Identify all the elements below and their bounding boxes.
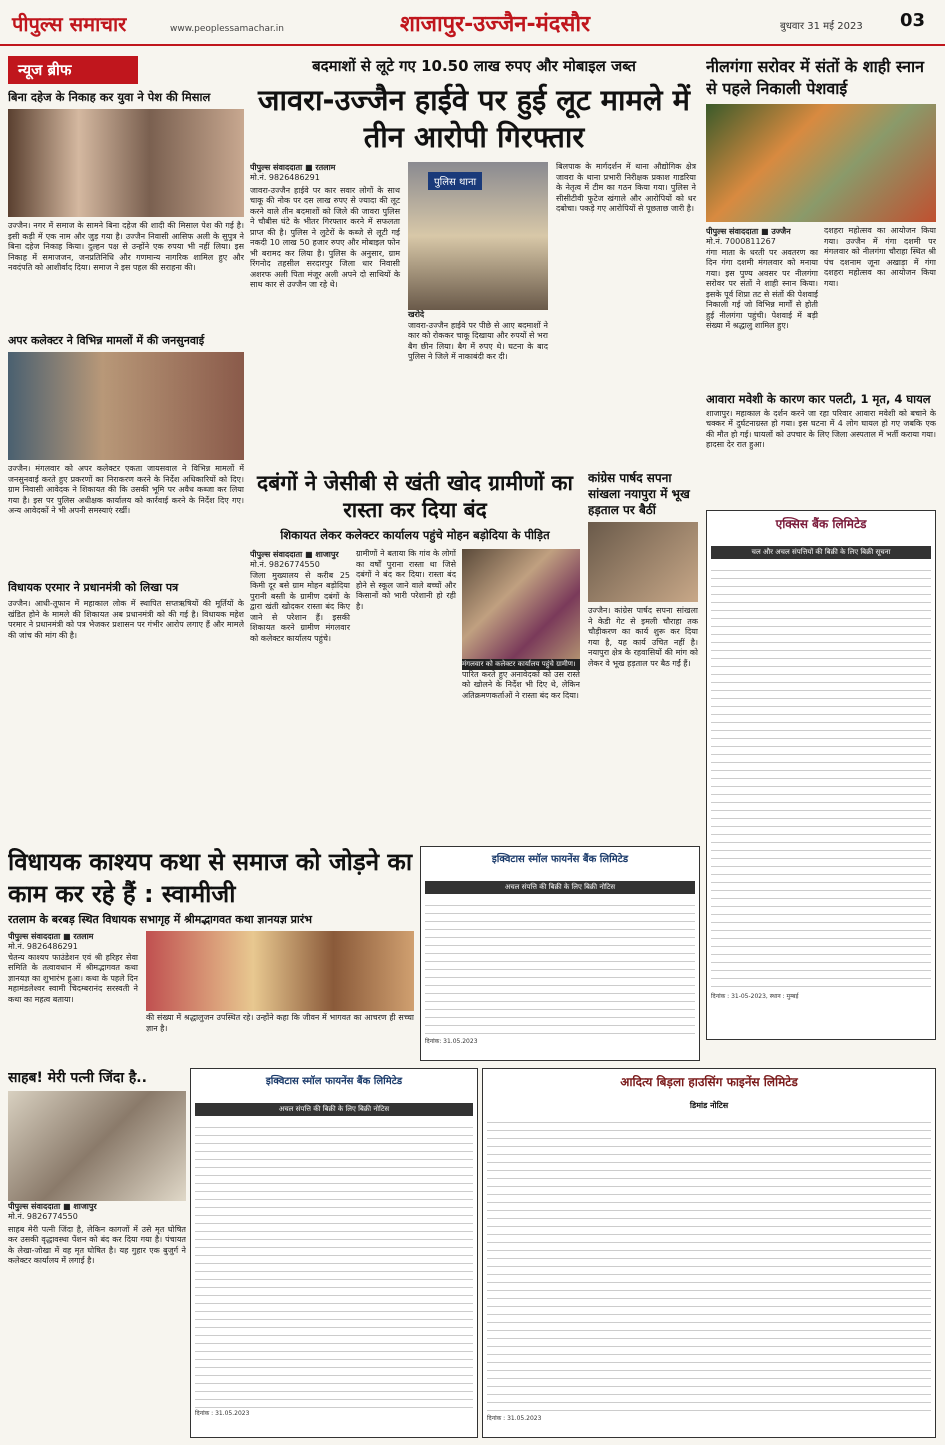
equitas-1-date: दिनांक: 31.05.2023 — [425, 1038, 478, 1045]
elder-photo — [8, 1091, 186, 1201]
sarovar-byline: पीपुल्स संवाददाता ■ उज्जैन — [706, 227, 791, 236]
brief-3-headline: विधायक एरमार ने प्रधानमंत्री को लिखा पत्र — [8, 581, 179, 594]
equitas-ad-1 — [420, 846, 700, 1061]
sarovar-mobile: मो.नं. 7000811267 — [706, 237, 776, 246]
congress-photo — [588, 522, 698, 602]
katha-subhead: रतलाम के बरबड़ स्थित विधायक सभागृह में श्रीमद्भागवत कथा ज्ञानयज्ञ प्रारंभ — [8, 913, 313, 926]
aditya-title: आदित्य बिड़ला हाउसिंग फाइनेंस लिमिटेड — [620, 1075, 798, 1089]
katha-photo — [146, 931, 414, 1011]
equitas-1-title: इक्विटास स्मॉल फायनेंस बैंक लिमिटेड — [491, 854, 629, 865]
katha-text-2: की संख्या में श्रद्धालुजन उपस्थित रहे। उन्होंने कहा कि जीवन में भागवत का आचरण ही सच्चा ज्ञान है। — [146, 1013, 414, 1033]
lead-story — [250, 56, 698, 466]
police-photo — [408, 162, 548, 310]
axis-notice: चल और अचल संपत्तियों की बिक्री के लिए बिक्री सूचना — [711, 546, 931, 559]
logo: पीपुल्स समाचार — [12, 12, 127, 36]
masthead — [0, 0, 945, 46]
jcb-text-3: पारित करते हुए अनावेदकों को उस रास्ते को खोलने के निर्देश भी दिए थे, लेकिन अतिक्रमणकर्ताओं ने रास्ता बंद कर दिया। — [462, 669, 580, 700]
sarovar-headline: नीलगंगा सरोवर में संतों के शाही स्नान से पहले निकाली पेशवाई — [706, 57, 925, 98]
katha-mobile: मो.नं. 9826486291 — [8, 942, 78, 951]
police-sign: पुलिस थाना — [428, 172, 482, 190]
brief-1-headline: बिना दहेज के निकाह कर युवा ने पेश की मिसाल — [8, 90, 211, 104]
jcb-mobile: मो.नं. 9826774550 — [250, 560, 320, 569]
axis-footer: दिनांक : 31-05-2023, स्थान : मुम्बई — [711, 993, 799, 1000]
wedding-photo — [8, 109, 244, 217]
jcb-subhead: शिकायत लेकर कलेक्टर कार्यालय पहुंचे मोहन बड़ोदिया के पीड़ित — [280, 528, 550, 542]
lead-headline: जावरा-उज्जैन हाईवे पर हुई लूट मामले में तीन आरोपी गिरफ्तार — [258, 83, 690, 154]
axis-title: एक्सिस बैंक लिमिटेड — [775, 517, 867, 531]
equitas-1-notice: अचल संपत्ति की बिक्री के लिए बिक्री नोटिस — [425, 881, 695, 894]
katha-text: चेतन्य काश्यप फाउंडेशन एवं श्री हरिहर सेवा समिति के तत्वावधान में श्रीमद्भागवत कथा ज्ञानयज्ञ का शुभारंभ हुआ। कथा के पहले दिन महामंडलेश्वर स्वामी चिदम्बरानंद सरस्वती ने कथा का महत्व बताया। — [8, 952, 138, 1004]
accident-headline: आवारा मवेशी के कारण कार पलटी, 1 मृत, 4 घायल — [706, 391, 931, 406]
section-title: शाजापुर-उज्जैन-मंदसौर — [400, 12, 591, 37]
website: www.peoplessamachar.in — [170, 24, 284, 34]
brief-1-text: उज्जैन। नगर में समाज के सामने बिना दहेज की शादी की मिसाल पेश की गई है। इसी कड़ी में एक नाम और जुड़ गया है। उज्जैन निवासी आसिफ अली के सुपुत्र ने बिना दहेज निकाह किया। दुल्हन पक्ष से उन्होंने एक रुपया भी नहीं लिया। इस निकाह में समाजजन, जनप्रतिनिधि और गणमान्य नागरिक शामिल हुए और नवदंपति को आशीर्वाद दिया। समाज ने इस पहल की सराहना की। — [8, 221, 244, 272]
page-number: 03 — [900, 10, 926, 31]
lead-mobile: मो.नं. 9826486291 — [250, 173, 320, 182]
aditya-birla-ad — [482, 1068, 936, 1438]
sarovar-text: गंगा माता के धरती पर अवतरण का दिन गंगा दशमी मंगलवार को मनाया गया। इस पुण्य अवसर पर नीलगंगा सरोवर पर संतों ने शाही स्नान किया। इसके पूर्व शिप्रा तट से संतों की पेशवाई निकाली गई जो विभिन्न मार्गों से होती हुई नीलगंगा पहुंची। पेशवाई में बड़ी संख्या में श्रद्धालु शामिल हुए। — [706, 247, 818, 330]
lead-kicker: बदमाशों से लूटे गए 10.50 लाख रुपए और मोबाइल जब्त — [312, 57, 636, 75]
aditya-notice: डिमांड नोटिस — [689, 1101, 729, 1110]
katha-byline: पीपुल्स संवाददाता ■ रतलाम — [8, 932, 94, 941]
axis-bank-ad — [706, 510, 936, 1040]
lead-text: जावरा-उज्जैन हाईवे पर कार सवार लोगों के साथ चाकू की नोक पर दस लाख रुपए से ज्यादा की लूट करने वाले तीन बदमाशों को जिले की जावरा पुलिस ने चौबीस घंटे के भीतर गिरफ्तार करने में सफलता प्राप्त की है। पुलिस ने लुटेरों के कब्जे से लूटी गई नकदी 10 लाख 50 हजार रुपए और मोबाइल फोन भी बरामद कर लिया है। पुलिस के अनुसार, ग्राम रिंगनोद तहसील सरदारपुर जिला धार निवासी अशरफ अली पिता मंजूर अली अपने दो साथियों के साथ कार से उज्जैन जा रहे थे। — [250, 185, 400, 289]
lead-text-3: बिलपाक के मार्गदर्शन में थाना औद्योगिक क्षेत्र जावरा के थाना प्रभारी निरीक्षक प्रकाश गाडरिया के नेतृत्व में टीम का गठन किया गया। पुलिस ने सीसीटीवी फुटेज खंगाले और आरोपियों को धर दबोचा। पकड़े गए आरोपियों से पूछताछ जारी है। — [556, 162, 696, 213]
jcb-caption: मंगलवार को कलेक्टर कार्यालय पहुंचे ग्रामीण। — [462, 659, 580, 670]
lead-text-2: जावरा-उज्जैन हाईवे पर पीछे से आए बदमाशों ने कार को रोककर चाकू दिखाया और रुपयों से भरा बैग छीन लिया। बैग में रुपए थे। घटना के बाद पुलिस ने जिले में नाकाबंदी कर दी। — [408, 320, 548, 361]
brief-2-text: उज्जैन। मंगलवार को अपर कलेक्टर एकता जायसवाल ने विभिन्न मामलों में जनसुनवाई करते हुए प्रकरणों का निराकरण करने के निर्देश अधिकारियों को दिए। ग्राम निवासी आवेदक ने शिकायत की कि उसकी भूमि पर अवैध कब्जा कर लिया गया है। इस पर पुलिस अधीक्षक कार्यालय को कार्रवाई करने के निर्देश दिए गए। अन्य आवेदकों ने भी अपनी समस्याएं रखीं। — [8, 464, 244, 515]
peshwai-photo — [706, 104, 936, 222]
news-brief-column — [8, 56, 244, 836]
katha-story — [8, 846, 414, 1056]
saheb-byline: पीपुल्स संवाददाता ■ शाजापुर — [8, 1202, 97, 1211]
lead-byline: पीपुल्स संवाददाता ■ रतलाम — [250, 163, 336, 172]
equitas-2-date: दिनांक : 31.05.2023 — [195, 1410, 250, 1417]
brief-3-text: उज्जैन। आधी-तूफान में महाकाल लोक में स्थापित सप्तऋषियों की मूर्तियों के खंडित होने के मामले की शिकायत अब प्रधानमंत्री को की गई है। विधायक महेश परमार ने प्रधानमंत्री को पत्र भेजकर प्रशासन पर गंभीर आरोप लगाए हैं और मामले की जांच की मांग की है। — [8, 599, 244, 640]
lead-caption: खरोदे — [408, 310, 425, 319]
congress-headline: कांग्रेस पार्षद सपना सांखला नयापुरा में भूख हड़ताल पर बैठीं — [588, 471, 690, 517]
jcb-byline: पीपुल्स संवाददाता ■ शाजापुर — [250, 550, 339, 559]
accident-text: शाजापुर। महाकाल के दर्शन करने जा रहा परिवार आवारा मवेशी को बचाने के चक्कर में दुर्घटनाग्रस्त हो गया। इस घटना में 4 लोग घायल हो गए जबकि एक की मौत हो गई। घायलों को उपचार के लिए जिला अस्पताल में भर्ती कराया गया। हादसा देर रात हुआ। — [706, 408, 936, 449]
equitas-ad-2 — [190, 1068, 478, 1438]
equitas-2-notice: अचल संपत्ति की बिक्री के लिए बिक्री नोटिस — [195, 1103, 473, 1116]
saheb-story — [8, 1068, 186, 1438]
sarovar-text-2: दशहरा महोत्सव का आयोजन किया गया। उज्जैन में गंगा दशमी पर मंगलवार को नीलगंगा चौराहा स्थित श्री पंच दशनाम जूना अखाड़ा में गंगा दशहरा महोत्सव का आयोजन किया गया। — [824, 226, 936, 288]
saheb-mobile: मो.नं. 9826774550 — [8, 1212, 78, 1221]
jcb-text: जिला मुख्यालय से करीब 25 किमी दूर बसे ग्राम मोहन बड़ोदिया पुरानी बस्ती के ग्रामीण दबंगों के द्वारा खंती खोदकर रास्ता बंद किए जाने से परेशान हैं। इसकी शिकायत करने ग्रामीण मंगलवार को कलेक्टर कार्यालय पहुंचे। — [250, 570, 350, 643]
congress-text: उज्जैन। कांग्रेस पार्षद सपना सांखला ने केडी गेट से इमली चौराहा तक चौड़ीकरण का कार्य शुरू कर दिया गया है, यह कार्य उचित नहीं है। नयापुरा क्षेत्र के रहवासियों की मांग को लेकर वे भूख हड़ताल पर बैठ गईं हैं। — [588, 606, 698, 668]
brief-2-headline: अपर कलेक्टर ने विभिन्न मामलों में की जनसुनवाई — [8, 334, 205, 347]
jcb-story — [250, 470, 580, 842]
katha-headline: विधायक काश्यप कथा से समाज को जोड़ने का काम कर रहे हैं : स्वामीजी — [8, 848, 413, 908]
equitas-2-title: इक्विटास स्मॉल फायनेंस बैंक लिमिटेड — [265, 1076, 403, 1087]
saheb-headline: साहब! मेरी पत्नी जिंदा है.. — [8, 1070, 147, 1086]
hearing-photo — [8, 352, 244, 460]
villagers-photo — [462, 549, 580, 659]
news-brief-title: न्यूज ब्रीफ — [8, 56, 138, 84]
saheb-text: साहब मेरी पत्नी जिंदा है, लेकिन कागजों में उसे मृत घोषित कर उसकी वृद्धावस्था पेंशन को बंद कर दिया गया है। पंचायत के लेखा-जोखा में वह मृत घोषित है। यह गुहार एक बुजुर्ग ने कलेक्टर कार्यालय में लगाई है। — [8, 1224, 186, 1265]
date: बुधवार 31 मई 2023 — [780, 21, 863, 32]
jcb-text-2: ग्रामीणों ने बताया कि गांव के लोगों का वर्षों पुराना रास्ता था जिसे दबंगों ने बंद कर दिया। रास्ता बंद होने से स्कूल जाने वाले बच्चों और किसानों को भारी परेशानी हो रही है। — [356, 549, 456, 611]
congress-story — [588, 470, 698, 842]
jcb-headline: दबंगों ने जेसीबी से खंती खोद ग्रामीणों का रास्ता कर दिया बंद — [257, 471, 573, 522]
aditya-footer: दिनांक : 31.05.2023 — [487, 1415, 542, 1422]
